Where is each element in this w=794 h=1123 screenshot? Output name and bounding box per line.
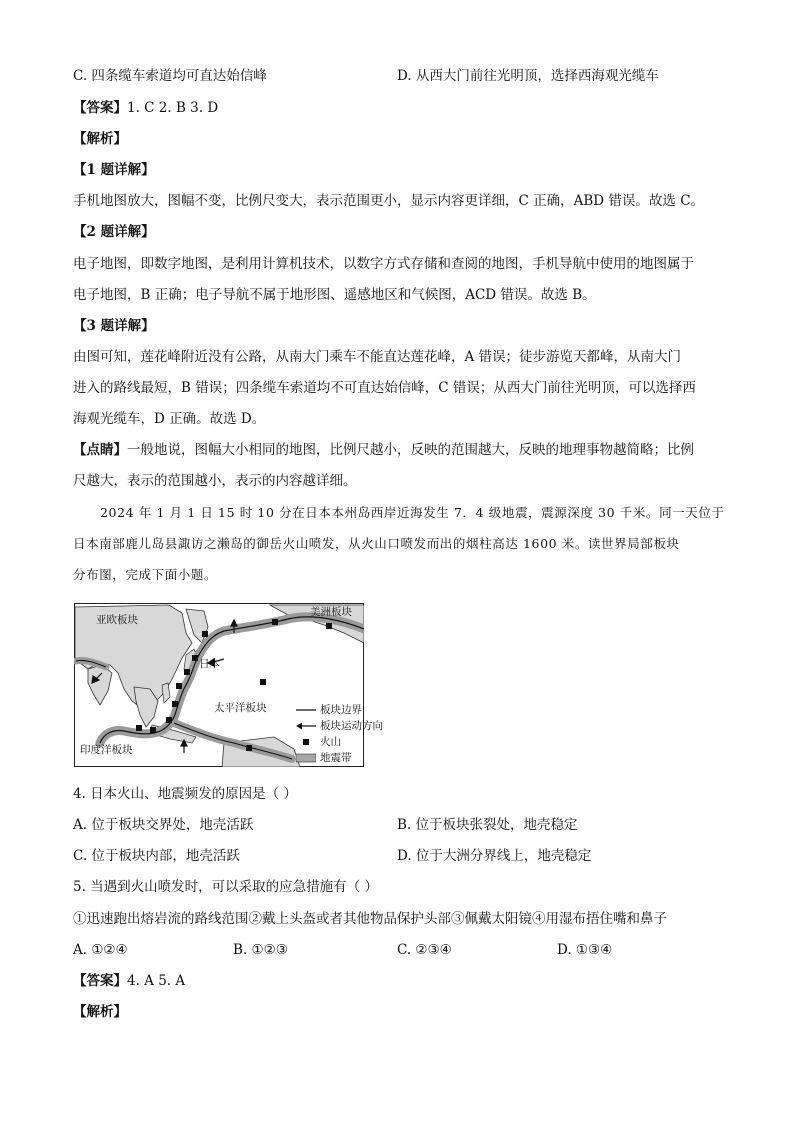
answer-tag: 【答案】 bbox=[73, 973, 127, 989]
label-indian-plate: 印度洋板块 bbox=[80, 744, 133, 756]
volcano-icon bbox=[246, 745, 252, 751]
tip-text-1: 一般地说，图幅大小相同的地图，比例尺越小，反映的范围越大，反映的地理事物越简略；比例 bbox=[127, 442, 694, 458]
volcano-icon bbox=[202, 631, 208, 637]
answer-text: 1. C 2. B 3. D bbox=[127, 100, 219, 116]
detail-3-line-3: 海观光缆车，D 正确。故选 D。 bbox=[73, 411, 266, 427]
volcano-icon bbox=[136, 725, 142, 731]
tip-tag: 【点睛】 bbox=[73, 442, 127, 458]
volcano-icon bbox=[184, 669, 190, 675]
q4-option-b: B. 位于板块张裂处，地壳稳定 bbox=[397, 817, 578, 833]
detail-3-line-2: 进入的路线最短，B 错误；四条缆车索道均不可直达始信峰，C 错误；从西大门前往光明顶，可以选择西 bbox=[73, 380, 696, 396]
q5-stem: 5. 当遇到火山喷发时，可以采取的应急措施有（ ） bbox=[73, 879, 378, 895]
q5-option-b: B. ①②③ bbox=[233, 942, 288, 958]
label-japan: 日本 bbox=[199, 658, 220, 670]
map-legend bbox=[296, 702, 383, 766]
label-pacific-plate: 太平洋板块 bbox=[214, 702, 267, 714]
legend-boundary-label: 板块边界 bbox=[320, 704, 362, 716]
volcano-icon bbox=[192, 655, 198, 661]
q4-option-d: D. 位于大洲分界线上，地壳稳定 bbox=[397, 848, 592, 864]
volcano-icon bbox=[172, 701, 178, 707]
detail-2-heading: 【2 题详解】 bbox=[73, 224, 155, 240]
answer-line-1 bbox=[73, 99, 218, 117]
legend-volcano-label: 火山 bbox=[320, 736, 341, 748]
answer-line-2 bbox=[73, 972, 185, 990]
detail-2-line-2: 电子地图，B 正确；电子导航不属于地形图、遥感地区和气候图，ACD 错误。故选 B。 bbox=[73, 287, 596, 303]
q4-option-c: C. 位于板块内部，地壳活跃 bbox=[73, 848, 240, 864]
q4-option-a: A. 位于板块交界处，地壳活跃 bbox=[73, 817, 254, 833]
volcano-icon bbox=[150, 727, 156, 733]
tip-line-1 bbox=[73, 441, 694, 459]
volcano-icon bbox=[296, 738, 316, 746]
q5-items: ①迅速跑出熔岩流的路线范围②戴上头盔或者其他物品保护头部③佩戴太阳镜④用湿布捂住嘴和鼻子 bbox=[73, 911, 667, 927]
intro-line-3: 分布图，完成下面小题。 bbox=[73, 567, 218, 582]
detail-1-text: 手机地图放大，图幅不变，比例尺变大，表示范围更小，显示内容更详细，C 正确，ABD 错误。故选 C。 bbox=[73, 193, 705, 209]
q3-option-d: D. 从西大门前往光明顶，选择西海观光缆车 bbox=[397, 68, 659, 84]
volcano-icon bbox=[272, 619, 278, 625]
motion-arrow-icon bbox=[296, 722, 316, 730]
detail-1-heading: 【1 题详解】 bbox=[73, 162, 155, 178]
legend-belt-label: 地震带 bbox=[320, 752, 352, 764]
volcano-icon bbox=[166, 717, 172, 723]
volcano-icon bbox=[260, 679, 266, 685]
answer-tag: 【答案】 bbox=[73, 100, 127, 116]
answer-text: 4. A 5. A bbox=[127, 973, 186, 989]
legend-belt bbox=[296, 750, 383, 766]
volcano-icon bbox=[176, 683, 182, 689]
q4-stem: 4. 日本火山、地震频发的原因是（ ） bbox=[73, 786, 297, 802]
analysis-heading: 【解析】 bbox=[73, 1004, 127, 1020]
detail-3-line-1: 由图可知，莲花峰附近没有公路，从南大门乘车不能直达莲花峰，A 错误；徒步游览天都峰，从南大门 bbox=[73, 349, 682, 365]
q5-option-d: D. ①③④ bbox=[557, 942, 613, 958]
detail-2-line-1: 电子地图，即数字地图，是利用计算机技术，以数字方式存储和查阅的地图，手机导航中使用的地图属于 bbox=[73, 256, 694, 272]
legend-motion-label: 板块运动方向 bbox=[320, 720, 383, 732]
q5-option-a: A. ①②④ bbox=[73, 942, 128, 958]
legend-motion bbox=[296, 718, 383, 734]
label-america-plate: 美洲板块 bbox=[310, 606, 352, 618]
volcano-icon bbox=[326, 623, 332, 629]
q5-option-c: C. ②③④ bbox=[397, 942, 452, 958]
tip-line-2: 尺越大，表示的范围越小，表示的内容越详细。 bbox=[73, 473, 357, 489]
seismic-belt-icon bbox=[296, 753, 316, 763]
analysis-heading: 【解析】 bbox=[73, 131, 127, 147]
intro-line-1: 2024 年 1 月 1 日 15 时 10 分在日本本州岛西岸近海发生 7．4 级地震，震源深度 30 千米。同一天位于 bbox=[100, 505, 725, 520]
boundary-line-icon bbox=[296, 707, 316, 713]
detail-3-heading: 【3 题详解】 bbox=[73, 318, 155, 334]
legend-volcano bbox=[296, 734, 383, 750]
label-eurasia-plate: 亚欧板块 bbox=[96, 614, 138, 626]
q3-option-c: C. 四条缆车索道均可直达始信峰 bbox=[73, 68, 267, 84]
intro-line-2: 日本南部鹿儿岛县諏访之濑岛的御岳火山喷发，从火山口喷发而出的烟柱高达 1600 米。读世界局部板块 bbox=[73, 536, 680, 551]
legend-boundary bbox=[296, 702, 383, 718]
